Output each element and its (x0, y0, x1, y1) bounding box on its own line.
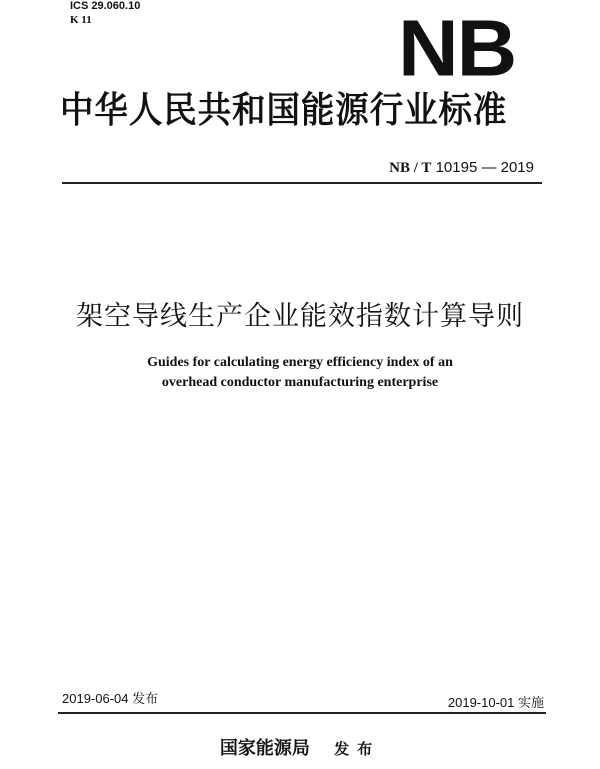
standard-number (389, 159, 534, 177)
implementation-date: 2019-10-01 实施 (447, 695, 544, 710)
standard-number-value: 10195 — 2019 (435, 159, 534, 176)
bottom-divider (58, 712, 546, 714)
authority-title: 中华人民共和国能源行业标准 (60, 89, 508, 131)
publisher-name: 国家能源局 (219, 738, 310, 759)
english-title-line-2: overhead conductor manufacturing enterprise (161, 375, 439, 390)
english-title (0, 353, 600, 393)
publisher-line (0, 737, 600, 761)
issue-date: 2019-06-04 发布 (62, 691, 159, 706)
top-divider (62, 182, 542, 184)
chinese-title: 架空导线生产企业能效指数计算导则 (76, 301, 524, 332)
ics-code: ICS 29.060.10 (70, 0, 141, 12)
standard-number-prefix: NB / T (389, 160, 432, 176)
nb-logo: NB (398, 3, 516, 93)
english-title-line-1: Guides for calculating energy efficiency index of an (147, 355, 453, 370)
ccs-code: K 11 (70, 14, 92, 26)
publisher-action: 发布 (334, 740, 381, 758)
